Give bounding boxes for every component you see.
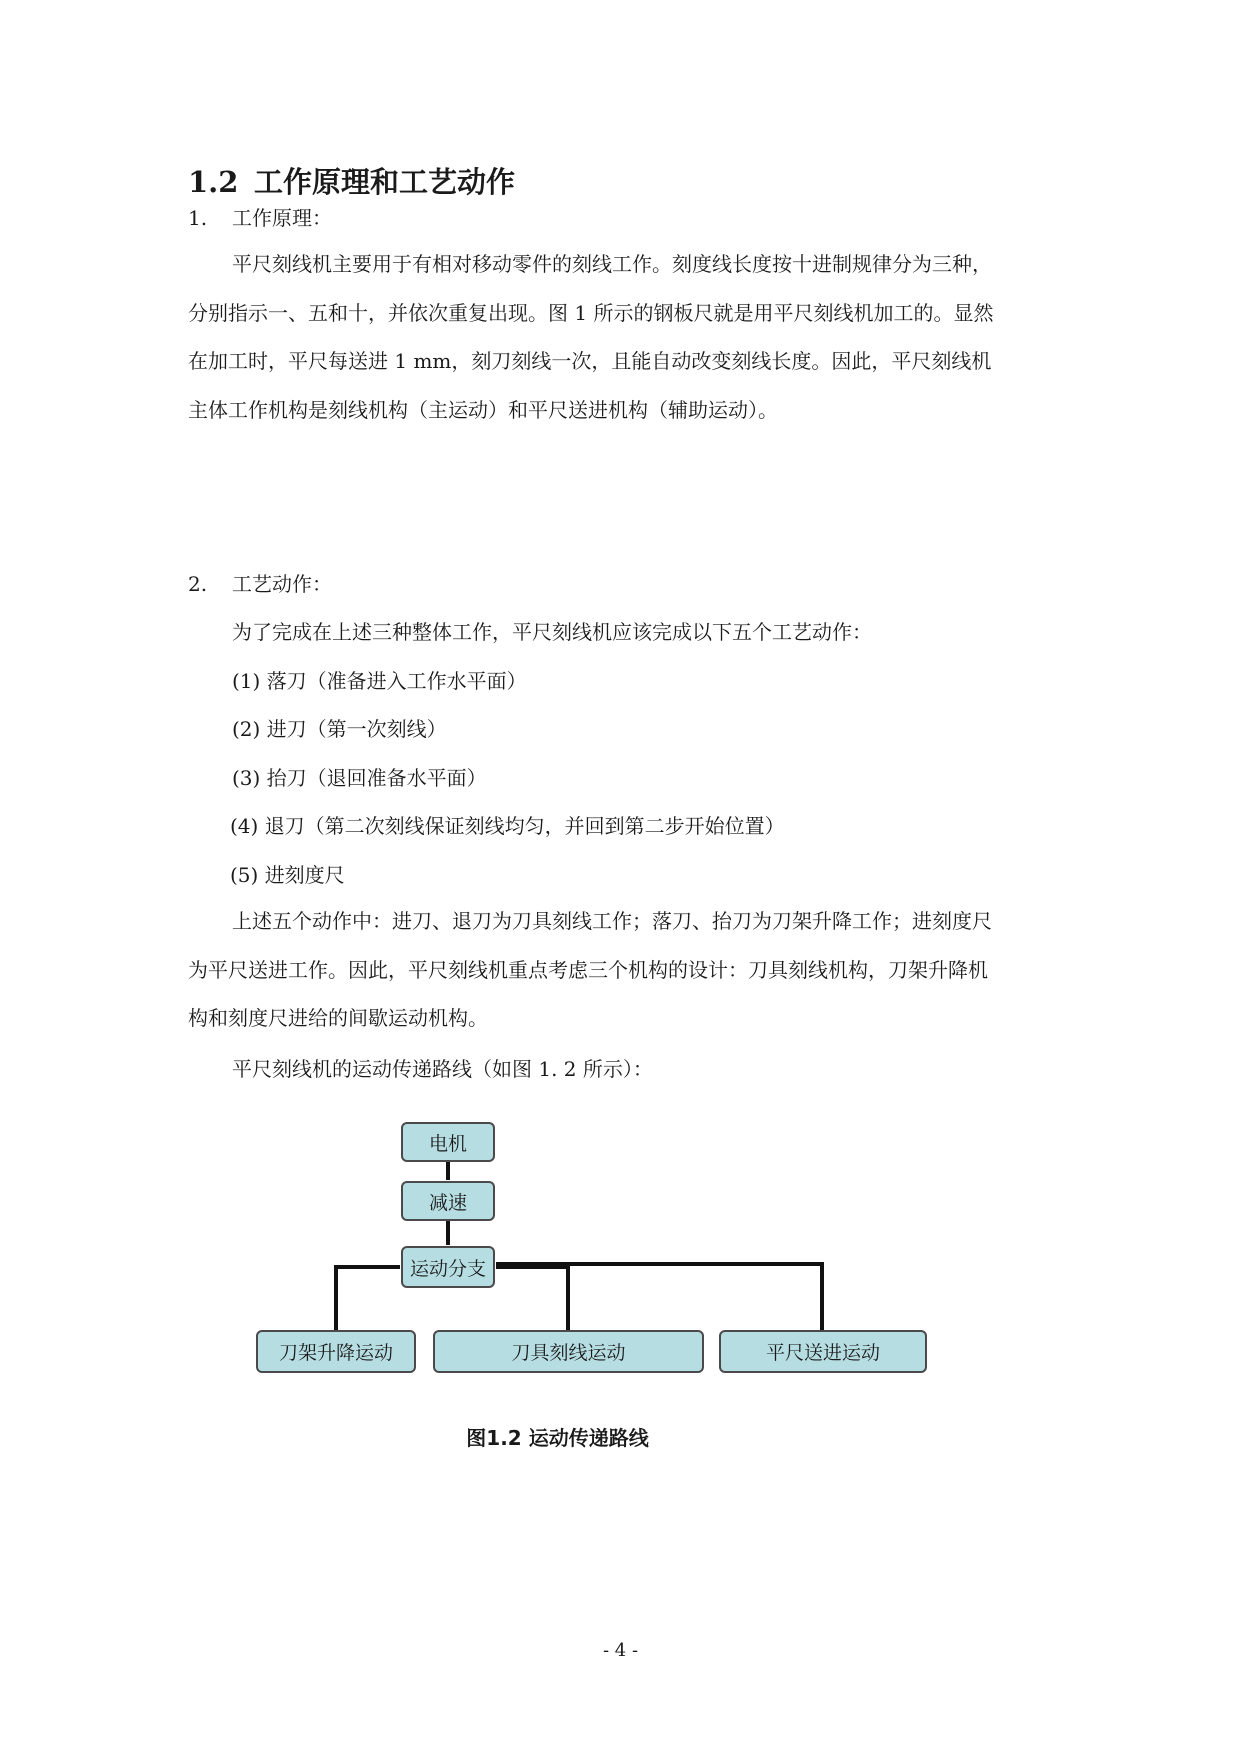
node-tool-scribing: 刀具刻线运动 [433,1330,704,1373]
item2-title: 工艺动作： [232,572,332,596]
para2-line: 上述五个动作中：进刀、退刀为刀具刻线工作；落刀、抬刀为刀架升降工作；进刻度尺 [232,909,992,933]
para1-line: 平尺刻线机主要用于有相对移动零件的刻线工作。刻度线长度按十进制规律分为三种， [232,252,992,276]
node-reducer: 减速 [401,1181,495,1221]
para1-line: 主体工作机构是刻线机构（主运动）和平尺送进机构（辅助运动）。 [188,397,778,422]
para1-line: 分别指示一、五和十，并依次重复出现。图 1 所示的钢板尺就是用平尺刻线机加工的。显然 [188,300,994,325]
para1-line: 在加工时，平尺每送进 1 mm，刻刀刻线一次，且能自动改变刻线长度。因此，平尺刻线机 [188,349,992,373]
item1-number: 1. [188,206,208,230]
connector-branch-middle [496,1267,568,1334]
connector-branch-left [336,1267,400,1334]
step-3: (3) 抬刀（退回准备水平面） [232,766,487,790]
item1-title: 工作原理： [232,206,332,230]
section-title: 工作原理和工艺动作 [254,165,516,199]
node-tool-holder-lift: 刀架升降运动 [256,1330,416,1373]
node-motor: 电机 [401,1122,495,1162]
step-5: (5) 进刻度尺 [230,863,345,887]
item2-number: 2. [188,572,208,596]
steps-intro: 为了完成在上述三种整体工作，平尺刻线机应该完成以下五个工艺动作： [232,620,872,644]
step-2: (2) 进刀（第一次刻线） [232,717,447,741]
diagram-intro: 平尺刻线机的运动传递路线（如图 1. 2 所示）： [232,1057,653,1081]
section-number: 1.2 [188,165,239,199]
step-1: (1) 落刀（准备进入工作水平面） [232,669,527,693]
page-number: - 4 - [602,1640,639,1661]
connector-branch-right [496,1264,822,1334]
para2-line: 为平尺送进工作。因此，平尺刻线机重点考虑三个机构的设计：刀具刻线机构，刀架升降机 [188,957,988,982]
para2-line: 构和刻度尺进给的间歇运动机构。 [188,1006,488,1030]
step-4: (4) 退刀（第二次刻线保证刻线均匀，并回到第二步开始位置） [230,814,785,838]
node-ruler-feed: 平尺送进运动 [719,1330,927,1373]
figure-caption: 图1.2 运动传递路线 [466,1426,649,1450]
node-branch: 运动分支 [401,1246,495,1288]
